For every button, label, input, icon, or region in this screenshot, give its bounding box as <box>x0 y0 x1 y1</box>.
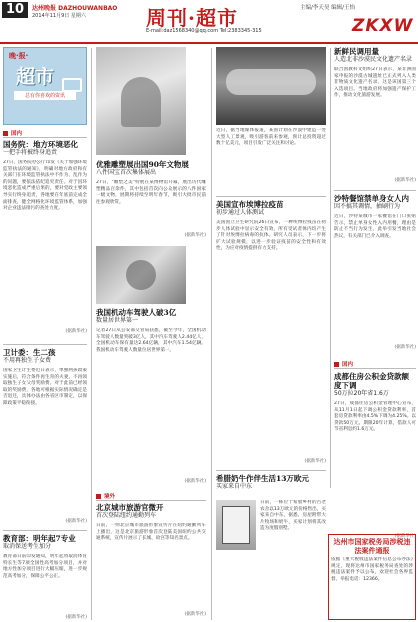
article-d2 <box>334 194 416 350</box>
subhead: 初步通过人体测试 <box>216 209 265 216</box>
article-source: (据新华社) <box>304 459 326 464</box>
page-header <box>0 0 418 44</box>
headline: 我国机动车驾驶人破3亿 <box>96 308 177 317</box>
subhead: 八件国宝首次集体展出 <box>96 169 157 176</box>
article-a2 <box>3 348 87 524</box>
article-body: 联合国教科文组织27日表示，某非洲国家申报的沙漠古城遗址已正式列入人类非物质文化遗产名录，这是该国第三个入选项目。当地政府将加强遗产保护工作，推动文化旅游发展。 <box>334 67 416 99</box>
notice-body: 依据《重大税收违法案件信息公布办法》规定，现将达州市国家税务局查处的涉税违法案件予以公布，欢迎社会各界监督。举报电话：12366。 <box>331 557 413 582</box>
article-body: 教育部日前印发通知，明年起将取消体育特长生等7项全国性高考加分项目，并对地方性加分项目进行大幅压缩，进一步规范高考加分，保障公平公正。 <box>3 554 87 579</box>
article-b3 <box>96 503 206 617</box>
article-body: 日前，一栋位于希腊乡村的古老农舍以13万欧元的价格售出，买家来自中东，据悉，房屋附带大片牧场和奶牛，买家计划将其改造为度假别墅。 <box>260 500 326 532</box>
divider <box>3 530 87 531</box>
driver-photo <box>96 246 186 304</box>
article-body: 近日，沙特某城市一家餐馆在门口张贴告示，禁止单身女性入内用餐，理由是防止不当行为发生，此举引发当地社会热议，有关部门已介入调查。 <box>334 214 416 239</box>
article-source: (据新华社) <box>394 534 416 539</box>
promo-title: 超市 <box>16 66 55 88</box>
headline: 沙特餐馆禁单身女人内 <box>334 194 409 203</box>
subhead: 50万拉20年省1.6万 <box>334 390 389 397</box>
article-b1 <box>96 160 206 238</box>
headline: 优雅雕塑展出国90年文物展 <box>96 160 189 169</box>
farmhouse-photo <box>216 500 256 550</box>
subhead: 人造北非沙漠民文化遗产名录 <box>334 56 413 63</box>
article-a1 <box>3 140 87 334</box>
section-label-local: 国内 <box>334 360 353 368</box>
divider <box>3 344 87 345</box>
column-divider <box>330 48 331 488</box>
article-body: 记者27日从公安部交管局获悉，截至今年，全国机动车驾驶人数量突破3亿人，其中汽车驾驶人2.44亿人，全国机动车保有量达2.64亿辆，其中汽车1.54亿辆。我国机动车驾驶人数量位居世界第一。 <box>96 328 206 353</box>
brand-logo: ZKXW <box>352 16 414 36</box>
article-body: 27日，"雕塑之美"特展在某博物馆开幕，展出历代雕塑精品百余件，其中包括首次向公众展示的八件国家一级文物，展期将持续至明年春节，吸引大批市民前往参观欣赏。 <box>96 180 206 205</box>
promo-kicker: 晚·报· <box>9 52 29 60</box>
square-bullet-icon <box>3 131 8 136</box>
tax-notice-box <box>328 534 416 620</box>
article-body: 27日，成都住房公积金管理中心宣布，从11月1日起下调公积金贷款利率，首套房贷款利率由4.5%下调为4.25%。以贷款50万元、期限20年计算，借款人可节省利息约1.6万元。 <box>334 401 416 433</box>
square-bullet-icon <box>334 362 339 367</box>
article-body: 日前，一则北京城市旅游形象宣传片在纽约通勤列车上播出，这是北京旅游形象首次登陆美国纽约公共交通系统，宣传片展示了长城、故宫等知名景点。 <box>96 523 206 542</box>
promo-tagline: 总有你喜欢的资讯 <box>14 91 76 100</box>
square-bullet-icon <box>96 494 101 499</box>
sculpture-photo <box>96 47 186 155</box>
subhead: 取消保送考生加分 <box>3 543 52 550</box>
article-source: (据新华社) <box>394 178 416 183</box>
subhead: 不用再独生子女费 <box>3 357 52 364</box>
article-body: 国家卫生计生委近日表示，单独两孩政策实施后，符合条件再生育的夫妻，不再领取独生子女父母奖励费。对于此前已经领取的奖励费，各地可根据实际情况确定是否退还，具体办法由各省区市制定，以保障政策平稳衔接。 <box>3 368 87 406</box>
article-a3 <box>3 534 87 620</box>
notice-title: 达州市国家税务局涉税违法案件通报 <box>333 537 411 555</box>
article-c3 <box>216 474 326 491</box>
divider <box>96 500 206 501</box>
divider <box>216 196 326 197</box>
article-c1 <box>216 200 326 464</box>
cart-icon <box>62 78 82 92</box>
headline: 国务院：地方环境恶化 <box>3 140 78 149</box>
headline: 新鲜民调用量 <box>334 47 379 56</box>
photo-caption <box>216 128 326 192</box>
headline: 教育部：明年起7专业 <box>3 534 76 543</box>
headline: 希腊奶牛作伴生活13万欧元 <box>216 474 309 483</box>
headline: 成都住房公积金贷款额度下调 <box>334 372 409 390</box>
article-source: (据新华社) <box>65 329 87 334</box>
promo-banner <box>3 47 87 125</box>
article-e1 <box>334 372 416 539</box>
article-b2 <box>96 308 206 484</box>
editor-credits: 主编/李天昊 编辑/王怡 <box>300 5 355 11</box>
subhead: 首次登陆纽约通勤列车 <box>96 512 157 519</box>
divider <box>3 137 87 138</box>
article-source: (据新华社) <box>394 345 416 350</box>
article-c3-body <box>260 500 326 610</box>
article-d1 <box>334 47 416 183</box>
headline: 美国宣布埃博拉疫苗 <box>216 200 284 209</box>
article-source: (据新华社) <box>184 233 206 238</box>
subhead: 一把手将被终身追责 <box>3 149 58 156</box>
article-source: (据新华社) <box>65 519 87 524</box>
train-photo <box>216 47 326 125</box>
article-source: (据新华社) <box>184 612 206 617</box>
section-label-domestic: 国内 <box>3 129 22 137</box>
divider <box>334 368 416 369</box>
divider <box>216 470 326 471</box>
section-label-abroad: 境外 <box>96 492 115 500</box>
headline: 卫计委：生二孩 <box>3 348 56 357</box>
subhead: 数量居世界第一 <box>96 317 139 324</box>
article-body: 美国国立卫生研究院26日宣布，一种埃博拉疫苗在初步人体试验中显示安全有效，所有受试者体内均产生了针对埃博拉病毒的抗体。研究人员表示，下一步将扩大试验规模，以进一步验证疫苗的安全性和有效性，为应对疫情提供有力支持。 <box>216 220 326 252</box>
issue-date: 2014年11月9日 星期六 <box>32 13 86 19</box>
section-masthead: 周刊·超市 <box>146 6 238 30</box>
divider <box>334 190 416 191</box>
caption-text: 近日，据当地媒体报道，某国计划在沙漠中建造一处大型人工景观，吸引游客前来参观，预计总投资超过数十亿美元，项目引发广泛关注和讨论。 <box>216 128 326 147</box>
page-number: 10 <box>2 2 28 18</box>
subhead: 买家来自中东 <box>216 483 253 490</box>
subhead: 因不搞其调情，抽刷行为 <box>334 203 401 210</box>
article-source: (据新华社) <box>65 615 87 620</box>
article-source: (据新华社) <box>184 479 206 484</box>
article-body: 27日，国务院办公厅印发《关于加强环境监管执法的通知》，明确对地方政府和有关部门在环境监管执法中不作为、乱作为的问题，要依法依纪追究责任。对于因环境恶化造成严重后果的，要对党政主要领导实行终身追责，各地要在年底前完成全面排查，健全网格化环境监管体系，加强对企业违法排污的查处力度。 <box>3 160 87 212</box>
masthead-contact: E-mail:daz1568340@qq.com Tel:2383345-315 <box>146 28 262 34</box>
column-divider <box>91 48 92 620</box>
paper-name: 达州晚报 DAZHOUWANBAO <box>32 5 118 12</box>
column-divider <box>211 48 212 620</box>
headline: 北京城市旅游官微开 <box>96 503 164 512</box>
